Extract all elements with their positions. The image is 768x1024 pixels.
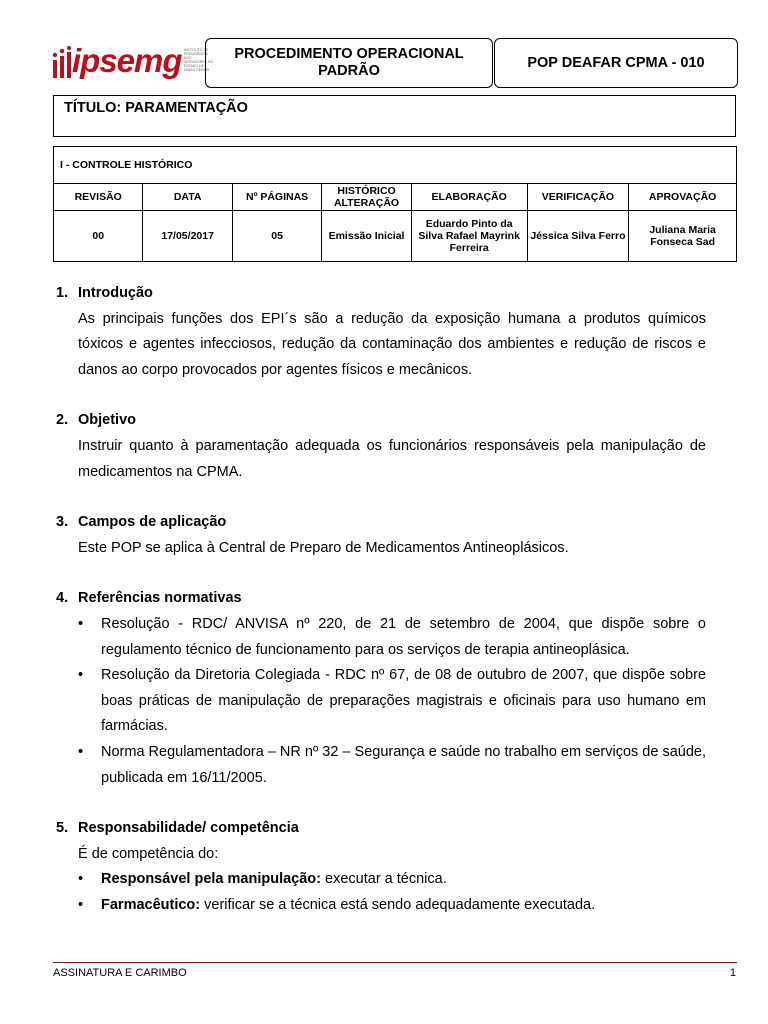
doc-code-box xyxy=(494,38,738,88)
table-cell: Emissão Inicial xyxy=(322,211,411,262)
references-list xyxy=(56,612,706,791)
section-responsabilidade xyxy=(56,816,706,918)
logo-subtitle: INSTITUTO DE PREVIDÊNCIA DOS SERVIDORES DO ESTADO DE MINAS GERAIS xyxy=(184,48,214,72)
section-text: As principais funções dos EPI´s são a redução da exposição humana a produtos químicos tóxicos e agentes infecciosos, redução da contaminação dos ambientes e redução de riscos e danos ao corpo provocados por agentes físicos e mecânicos. xyxy=(78,310,706,378)
section-text: Este POP se aplica à Central de Preparo de Medicamentos Antineoplásicos. xyxy=(78,539,569,556)
page-number: 1 xyxy=(729,967,736,979)
section-text: É de competência do: xyxy=(78,845,219,862)
col-header: ELABORAÇÃO xyxy=(411,184,527,211)
section-heading: 4. Referências normativas xyxy=(56,590,242,607)
logo-bars-icon xyxy=(52,46,72,80)
table-cell: 00 xyxy=(54,211,143,262)
table-row xyxy=(54,211,737,262)
section-heading: 3. Campos de aplicação xyxy=(56,514,227,531)
col-header: HISTÓRICO ALTERAÇÃO xyxy=(322,184,411,211)
section-heading: 5. Responsabilidade/ competência xyxy=(56,820,299,837)
table-cell: Eduardo Pinto da Silva Rafael Mayrink Ferreira xyxy=(411,211,527,262)
list-item: • Norma Regulamentadora – NR nº 32 – Segurança e saúde no trabalho em serviços de saúde, publicada em 16/11/2005. xyxy=(78,740,706,791)
doc-type-box xyxy=(205,38,493,88)
doc-type: PROCEDIMENTO OPERACIONAL PADRÃO xyxy=(234,46,464,79)
section-heading: 1. Introdução xyxy=(56,285,153,301)
responsibility-list xyxy=(56,867,706,918)
section-introducao xyxy=(56,281,706,383)
ipsemg-logo xyxy=(52,40,214,86)
page-title: TÍTULO: PARAMENTAÇÃO xyxy=(64,100,248,116)
table-cell: 05 xyxy=(232,211,321,262)
title-box xyxy=(53,95,736,137)
section-text: Instruir quanto à paramentação adequada os funcionários responsáveis pela manipulação de medicamentos na CPMA. xyxy=(78,437,706,480)
list-item: • Resolução - RDC/ ANVISA nº 220, de 21 de setembro de 2004, que dispõe sobre o regulamento técnico de funcionamento para os serviços de terapia antineoplásica. xyxy=(78,612,706,663)
doc-code: POP DEAFAR CPMA - 010 xyxy=(527,55,705,71)
col-header: Nº PÁGINAS xyxy=(232,184,321,211)
history-table xyxy=(53,146,737,262)
list-item: • Resolução da Diretoria Colegiada - RDC nº 67, de 08 de outubro de 2007, que dispõe sobre boas práticas de manipulação de preparações magistrais e oficinais para uso humano em farmácias. xyxy=(78,663,706,740)
table-cell: Juliana Maria Fonseca Sad xyxy=(629,211,737,262)
list-item: • Farmacêutico: verificar se a técnica está sendo adequadamente executada. xyxy=(78,893,706,919)
section-objetivo xyxy=(56,408,706,485)
document-body xyxy=(56,281,706,943)
col-header: DATA xyxy=(143,184,232,211)
col-header: APROVAÇÃO xyxy=(629,184,737,211)
logo-wordmark: ipsemg xyxy=(72,42,182,79)
section-campos-aplicacao xyxy=(56,510,706,561)
footer-signature-label: ASSINATURA E CARIMBO xyxy=(53,967,187,979)
section-referencias xyxy=(56,586,706,791)
section-heading: 2. Objetivo xyxy=(56,412,137,429)
history-section-title: I - CONTROLE HISTÓRICO xyxy=(54,147,737,184)
col-header: REVISÃO xyxy=(54,184,143,211)
table-cell: Jéssica Silva Ferro xyxy=(527,211,629,262)
footer-rule xyxy=(53,962,737,963)
table-cell: 17/05/2017 xyxy=(143,211,232,262)
history-header-row xyxy=(54,184,737,211)
col-header: VERIFICAÇÃO xyxy=(527,184,629,211)
list-item: • Responsável pela manipulação: executar a técnica. xyxy=(78,867,706,893)
